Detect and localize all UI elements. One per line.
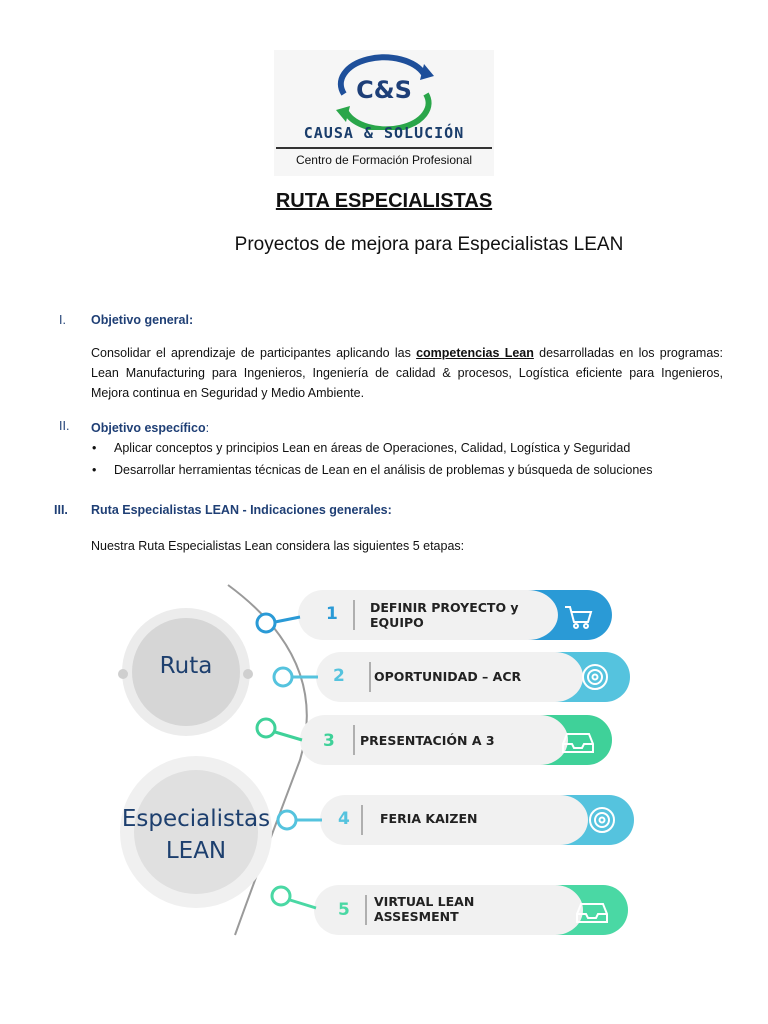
ruta-label: Ruta bbox=[159, 653, 213, 679]
stage-4-label: FERIA KAIZEN bbox=[380, 811, 478, 826]
stage-1-label: DEFINIR PROYECTO y EQUIPO bbox=[370, 600, 519, 630]
list-item: • Aplicar conceptos y principios Lean en áreas de Operaciones, Calidad, Logística y Seguridad bbox=[114, 441, 630, 455]
section-3-number: III. bbox=[54, 503, 68, 517]
logo-divider bbox=[276, 147, 492, 149]
section-2-number: II. bbox=[59, 419, 70, 433]
stage-3-label: PRESENTACIÓN A 3 bbox=[360, 733, 495, 748]
section-1-title: Objetivo general: bbox=[91, 313, 194, 327]
especialistas-inner-circle bbox=[134, 770, 258, 894]
stage-5-label: VIRTUAL LEAN ASSESMENT bbox=[374, 894, 475, 924]
stage-2-label: OPORTUNIDAD – ACR bbox=[374, 669, 522, 684]
section-1-number: I. bbox=[59, 313, 66, 327]
section-3-body: Nuestra Ruta Especialistas Lean considera las siguientes 5 etapas: bbox=[91, 539, 465, 553]
section-3-title: Ruta Especialistas LEAN - Indicaciones generales: bbox=[91, 503, 392, 517]
page-subtitle: Proyectos de mejora para Especialistas LEAN bbox=[234, 234, 624, 255]
page-title: RUTA ESPECIALISTAS bbox=[275, 190, 493, 212]
section-1-body: Consolidar el aprendizaje de participantes aplicando las competencias Lean desarrolladas en los programas: Lean Manufacturing para Ingenieros, Ingeniería de calidad & procesos, Logística eficiente para Ingenieros, Mejora continua en Seguridad y Medio Ambiente. bbox=[91, 346, 724, 400]
logo-tagline: Centro de Formación Profesional bbox=[295, 153, 473, 167]
stage-5-number: 5 bbox=[338, 900, 350, 920]
stage-2-number: 2 bbox=[333, 666, 345, 686]
logo-name: CAUSA & SOLUCIÓN bbox=[303, 124, 465, 142]
especialistas-label: Especialistas bbox=[121, 806, 271, 832]
section-2-title: Objetivo específico: bbox=[91, 421, 210, 435]
lean-label: LEAN bbox=[165, 838, 227, 864]
logo-monogram: C&S bbox=[356, 76, 412, 104]
list-item: • Desarrollar herramientas técnicas de Lean en el análisis de problemas y búsqueda de soluciones bbox=[114, 463, 653, 477]
stage-1-number: 1 bbox=[326, 604, 338, 624]
stage-3-number: 3 bbox=[323, 731, 335, 751]
stage-4-number: 4 bbox=[338, 809, 350, 829]
